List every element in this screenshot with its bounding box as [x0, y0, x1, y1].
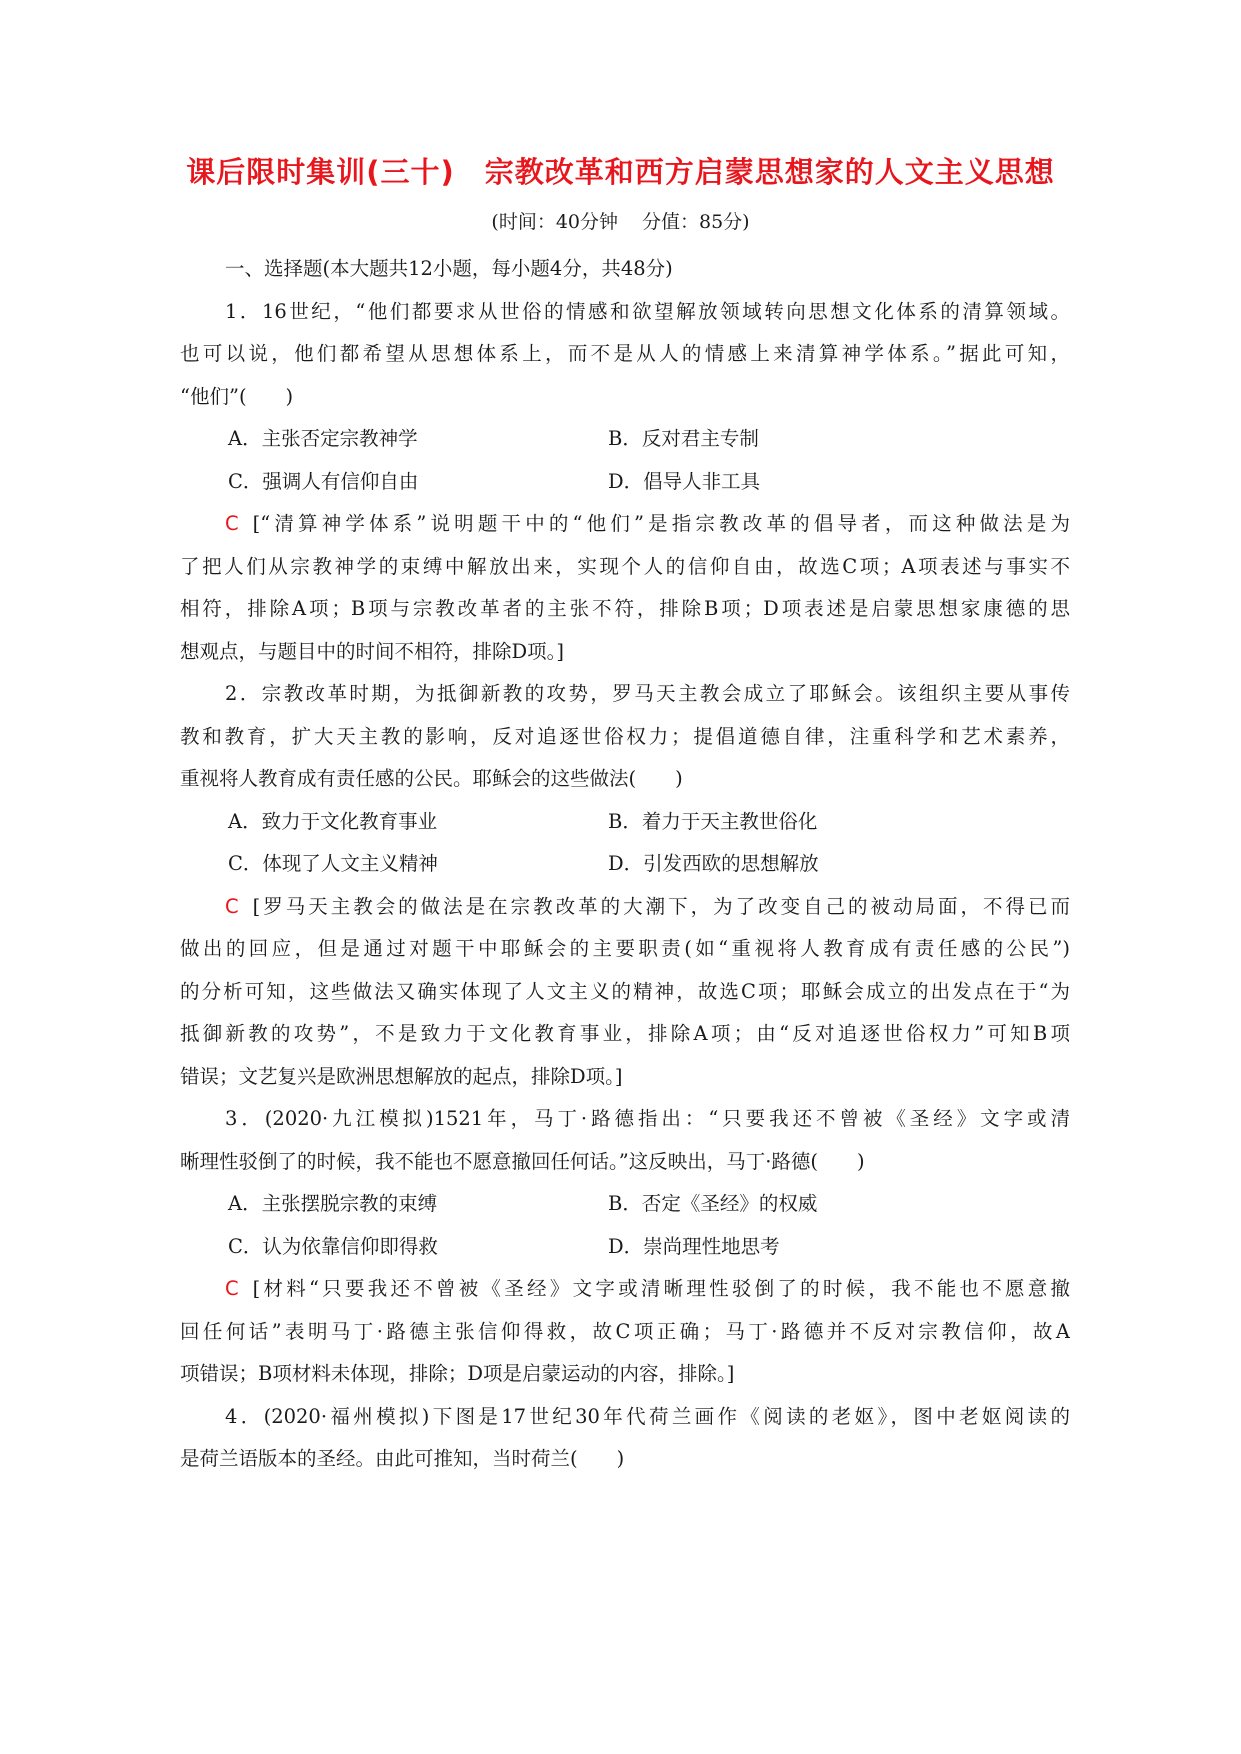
- options-row: [180, 801, 1070, 844]
- question-stem-line: 4．(2020·福州模拟)下图是17世纪30年代荷兰画作《阅读的老妪》，图中老妪阅读的: [225, 1404, 1070, 1428]
- explanation-line: 做出的回应，但是通过对题干中耶稣会的主要职责(如“重视将人教育成有责任感的公民”): [180, 937, 1070, 960]
- option-a[interactable]: A．主张否定宗教神学: [228, 427, 418, 450]
- question-stem-line: 1．16世纪，“他们都要求从世俗的情感和欲望解放领域转向思想文化体系的清算领域。: [225, 299, 1070, 323]
- question-2: [180, 673, 1070, 1098]
- explanation-line: 项错误；B项材料未体现，排除；D项是启蒙运动的内容，排除。]: [180, 1362, 735, 1385]
- explanation-line: 回任何话”表明马丁·路德主张信仰得救，故C项正确；马丁·路德并不反对宗教信仰，故A: [180, 1319, 1070, 1343]
- option-a[interactable]: A．主张摆脱宗教的束缚: [228, 1192, 438, 1215]
- options-row: [180, 461, 1070, 504]
- options-row: [180, 1226, 1070, 1269]
- time-info: (时间：40分钟: [491, 211, 618, 233]
- answer-key: C: [225, 894, 239, 918]
- explanation-line: 抵御新教的攻势”，不是致力于文化教育事业，排除A项；由“反对追逐世俗权力”可知B项: [180, 1022, 1070, 1045]
- explanation-line: 想观点，与题目中的时间不相符，排除D项。]: [180, 639, 564, 663]
- question-1: [180, 291, 1070, 674]
- explanation-line: 相符，排除A项；B项与宗教改革者的主张不符，排除B项；D项表述是启蒙思想家康德的思: [180, 597, 1070, 620]
- question-stem-line: 2．宗教改革时期，为抵御新教的攻势，罗马天主教会成立了耶稣会。该组织主要从事传: [225, 682, 1070, 705]
- question-stem-line: 教和教育，扩大天主教的影响，反对追逐世俗权力；提倡道德自律，注重科学和艺术素养，: [180, 724, 1070, 748]
- options-row: [180, 843, 1070, 886]
- question-stem-line: 也可以说，他们都希望从思想体系上，而不是从人的情感上来清算神学体系。”据此可知，: [180, 342, 1070, 365]
- explanation-line: C [“清算神学体系”说明题干中的“他们”是指宗教改革的倡导者，而这种做法是为: [225, 512, 1070, 535]
- page-title: [0, 150, 1241, 191]
- question-stem-line: 3．(2020·九江模拟)1521年，马丁·路德指出：“只要我还不曾被《圣经》文字或清: [225, 1107, 1070, 1130]
- explanation-line: C [罗马天主教会的做法是在宗教改革的大潮下，为了改变自己的被动局面，不得已而: [225, 894, 1070, 918]
- question-stem-line: 是荷兰语版本的圣经。由此可推知，当时荷兰( ): [180, 1447, 625, 1470]
- option-c[interactable]: C．强调人有信仰自由: [228, 469, 419, 493]
- option-b[interactable]: B．否定《圣经》的权威: [608, 1192, 818, 1215]
- option-d[interactable]: D．崇尚理性地思考: [608, 1234, 780, 1258]
- title-series: 课后限时集训(三十): [186, 155, 455, 189]
- answer-key: C: [225, 1277, 239, 1300]
- explanation-line: 的分析可知，这些做法又确实体现了人文主义的精神，故选C项；耶稣会成立的出发点在于“为: [180, 979, 1070, 1003]
- option-a[interactable]: A．致力于文化教育事业: [228, 809, 438, 833]
- options-row: [180, 418, 1070, 461]
- question-stem-line: 晰理性驳倒了的时候，我不能也不愿意撤回任何话。”这反映出，马丁·路德( ): [180, 1149, 865, 1173]
- options-row: [180, 1183, 1070, 1226]
- option-b[interactable]: B．反对君主专制: [608, 427, 759, 450]
- question-3: [180, 1098, 1070, 1396]
- option-b[interactable]: B．着力于天主教世俗化: [608, 809, 818, 833]
- option-c[interactable]: C．体现了人文主义精神: [228, 852, 438, 875]
- exam-info: [0, 207, 1241, 234]
- explanation-line: 错误；文艺复兴是欧洲思想解放的起点，排除D项。]: [180, 1064, 623, 1088]
- question-4: [180, 1396, 1070, 1481]
- document-body: [180, 248, 1070, 1481]
- option-c[interactable]: C．认为依靠信仰即得救: [228, 1234, 438, 1258]
- option-d[interactable]: D．引发西欧的思想解放: [608, 852, 819, 875]
- answer-key: C: [225, 512, 239, 535]
- title-topic: 宗教改革和西方启蒙思想家的人文主义思想: [484, 155, 1055, 189]
- score-info: 分值：85分): [642, 211, 750, 233]
- question-stem-line: “他们”( ): [180, 384, 294, 408]
- explanation-line: 了把人们从宗教神学的束缚中解放出来，实现个人的信仰自由，故选C项；A项表述与事实不: [180, 554, 1070, 578]
- option-d[interactable]: D．倡导人非工具: [608, 469, 761, 493]
- question-stem-line: 重视将人教育成有责任感的公民。耶稣会的这些做法( ): [180, 767, 683, 790]
- section-heading: 一、选择题(本大题共12小题，每小题4分，共48分): [225, 257, 673, 280]
- explanation-line: C [材料“只要我还不曾被《圣经》文字或清晰理性驳倒了的时候，我不能也不愿意撤: [225, 1277, 1070, 1300]
